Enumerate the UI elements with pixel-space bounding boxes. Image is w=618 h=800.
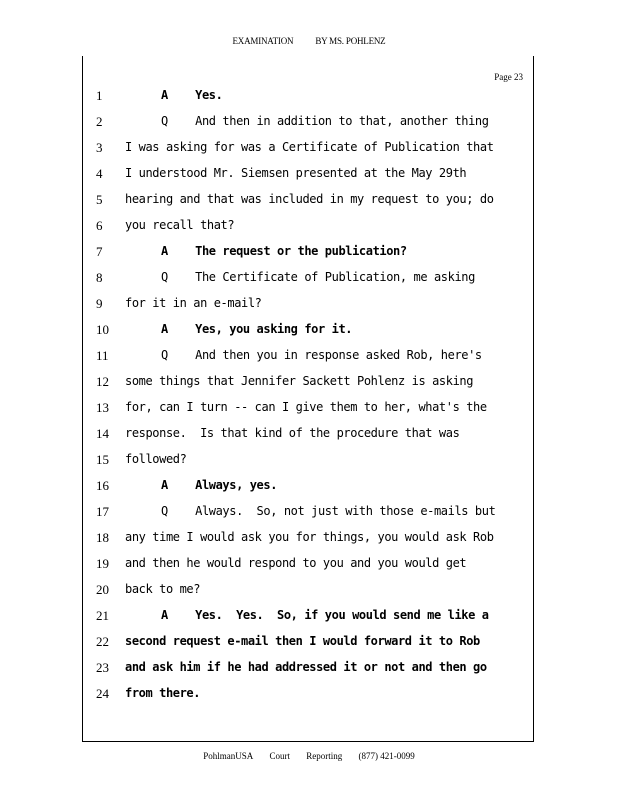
transcript-line <box>0 296 618 316</box>
line-text: A Yes. <box>161 88 223 102</box>
line-number: 7 <box>96 244 103 259</box>
line-number: 2 <box>96 114 103 129</box>
transcript-line <box>0 166 618 186</box>
line-number: 11 <box>96 348 109 363</box>
transcript-line <box>0 452 618 472</box>
line-number: 5 <box>96 192 103 207</box>
line-number: 12 <box>96 374 109 389</box>
page-number: Page 23 <box>494 72 523 82</box>
transcript-line <box>0 374 618 394</box>
transcript-line <box>0 504 618 524</box>
transcript-line <box>0 348 618 368</box>
line-text: I was asking for was a Certificate of Publication that <box>125 140 494 154</box>
line-text: Q And then you in response asked Rob, here's <box>161 348 482 362</box>
line-text: A The request or the publication? <box>161 244 407 258</box>
page-header <box>0 36 618 46</box>
transcript-line <box>0 114 618 134</box>
line-number: 1 <box>96 88 103 103</box>
transcript-line <box>0 582 618 602</box>
transcript-line <box>0 608 618 628</box>
line-number: 13 <box>96 400 109 415</box>
line-number: 10 <box>96 322 109 337</box>
line-text: A Yes, you asking for it. <box>161 322 353 336</box>
transcript-line <box>0 140 618 160</box>
line-text: Q Always. So, not just with those e-mails but <box>161 504 496 518</box>
transcript-line <box>0 270 618 290</box>
transcript-line <box>0 478 618 498</box>
transcript-line <box>0 556 618 576</box>
line-number: 9 <box>96 296 103 311</box>
line-number: 3 <box>96 140 103 155</box>
transcript-line <box>0 530 618 550</box>
line-text: response. Is that kind of the procedure that was <box>125 426 460 440</box>
line-text: I understood Mr. Siemsen presented at the May 29th <box>125 166 467 180</box>
footer-phone: (877) 421-0099 <box>358 751 415 761</box>
transcript-line <box>0 686 618 706</box>
line-text: back to me? <box>125 582 201 596</box>
footer-service-2: Reporting <box>306 751 343 761</box>
line-number: 17 <box>96 504 109 519</box>
line-text: A Always, yes. <box>161 478 278 492</box>
line-text: followed? <box>125 452 187 466</box>
transcript-line <box>0 192 618 212</box>
transcript-line <box>0 634 618 654</box>
line-text: for, can I turn -- can I give them to her, what's the <box>125 400 487 414</box>
header-examination: EXAMINATION <box>232 36 294 46</box>
line-text: and ask him if he had addressed it or not and then go <box>125 660 487 674</box>
line-number: 15 <box>96 452 109 467</box>
line-text: Q The Certificate of Publication, me asking <box>161 270 475 284</box>
transcript-line <box>0 400 618 420</box>
line-number: 16 <box>96 478 109 493</box>
line-number: 6 <box>96 218 103 233</box>
line-number: 18 <box>96 530 109 545</box>
transcript-line <box>0 88 618 108</box>
line-number: 19 <box>96 556 109 571</box>
line-text: from there. <box>125 686 201 700</box>
footer-service-1: Court <box>269 751 291 761</box>
line-text: hearing and that was included in my request to you; do <box>125 192 494 206</box>
line-number: 20 <box>96 582 109 597</box>
transcript-line <box>0 218 618 238</box>
transcript-line <box>0 660 618 680</box>
line-text: for it in an e-mail? <box>125 296 262 310</box>
line-text: and then he would respond to you and you would get <box>125 556 467 570</box>
line-number: 22 <box>96 634 109 649</box>
transcript-line <box>0 244 618 264</box>
line-text: second request e-mail then I would forward it to Rob <box>125 634 480 648</box>
transcript-line <box>0 322 618 342</box>
line-text: you recall that? <box>125 218 235 232</box>
line-number: 8 <box>96 270 103 285</box>
line-number: 23 <box>96 660 109 675</box>
line-number: 24 <box>96 686 109 701</box>
transcript-line <box>0 426 618 446</box>
header-examiner: BY MS. POHLENZ <box>315 36 386 46</box>
line-text: some things that Jennifer Sackett Pohlenz is asking <box>125 374 474 388</box>
page-footer <box>0 751 618 761</box>
line-number: 4 <box>96 166 103 181</box>
line-number: 14 <box>96 426 109 441</box>
line-text: A Yes. Yes. So, if you would send me like a <box>161 608 489 622</box>
line-number: 21 <box>96 608 109 623</box>
line-text: Q And then in addition to that, another thing <box>161 114 489 128</box>
line-text: any time I would ask you for things, you would ask Rob <box>125 530 494 544</box>
footer-company: PohlmanUSA <box>203 751 254 761</box>
